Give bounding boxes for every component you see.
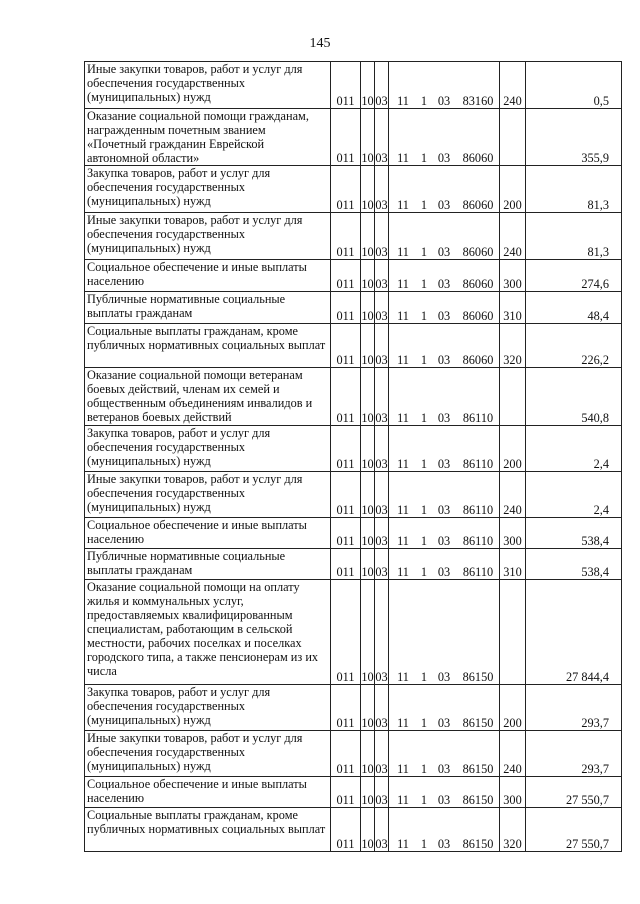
section-code: 10 — [361, 580, 375, 685]
target-code-part: 03 — [437, 353, 451, 367]
ministry-code: 011 — [331, 166, 361, 213]
target-code — [389, 426, 500, 472]
subsection-code: 03 — [375, 731, 389, 777]
expense-type-code: 310 — [500, 292, 526, 324]
target-code-part: 03 — [437, 565, 451, 579]
section-code: 10 — [361, 166, 375, 213]
expense-type-code: 200 — [500, 426, 526, 472]
subsection-code: 03 — [375, 580, 389, 685]
ministry-code: 011 — [331, 426, 361, 472]
section-code: 10 — [361, 292, 375, 324]
amount: 274,6 — [526, 260, 622, 292]
table-row — [85, 62, 622, 109]
ministry-code: 011 — [331, 368, 361, 426]
target-code-part: 03 — [437, 503, 451, 517]
subsection-code: 03 — [375, 166, 389, 213]
expense-type-code: 240 — [500, 731, 526, 777]
subsection-code: 03 — [375, 292, 389, 324]
target-code-part: 03 — [437, 716, 451, 730]
row-name: Оказание социальной помощи гражданам, награжденным почетным званием «Почетный гражданин Еврейской автономной области» — [85, 109, 331, 166]
subsection-code: 03 — [375, 685, 389, 731]
amount: 293,7 — [526, 685, 622, 731]
target-code-part: 86110 — [462, 457, 494, 471]
target-code-part: 86060 — [462, 277, 494, 291]
amount: 27 844,4 — [526, 580, 622, 685]
expense-type-code: 240 — [500, 213, 526, 260]
ministry-code: 011 — [331, 580, 361, 685]
target-code-part: 03 — [437, 245, 451, 259]
target-code-part: 11 — [397, 793, 409, 807]
section-code: 10 — [361, 324, 375, 368]
amount: 81,3 — [526, 213, 622, 260]
table-row — [85, 472, 622, 518]
page-number: 145 — [309, 36, 331, 51]
target-code-part: 11 — [397, 277, 409, 291]
table-row — [85, 292, 622, 324]
subsection-code: 03 — [375, 213, 389, 260]
target-code-part: 11 — [397, 457, 409, 471]
target-code-part: 11 — [397, 670, 409, 684]
target-code — [389, 518, 500, 549]
target-code-part: 11 — [397, 503, 409, 517]
target-code-part: 1 — [420, 94, 428, 108]
target-code-part: 1 — [420, 534, 428, 548]
amount: 538,4 — [526, 549, 622, 580]
row-name: Социальное обеспечение и иные выплаты населению — [85, 777, 331, 808]
amount: 0,5 — [526, 62, 622, 109]
target-code-part: 03 — [437, 670, 451, 684]
target-code-part: 86060 — [462, 309, 494, 323]
expense-type-code: 320 — [500, 808, 526, 852]
ministry-code: 011 — [331, 549, 361, 580]
target-code-part: 86110 — [462, 565, 494, 579]
expense-type-code: 240 — [500, 472, 526, 518]
target-code-part: 03 — [437, 411, 451, 425]
target-code-part: 86150 — [462, 762, 494, 776]
table-row — [85, 368, 622, 426]
section-code: 10 — [361, 213, 375, 260]
target-code-part: 1 — [420, 762, 428, 776]
target-code-part: 03 — [437, 457, 451, 471]
amount: 293,7 — [526, 731, 622, 777]
target-code-part: 11 — [397, 94, 409, 108]
target-code-part: 86110 — [462, 503, 494, 517]
target-code — [389, 685, 500, 731]
ministry-code: 011 — [331, 777, 361, 808]
expense-type-code — [500, 109, 526, 166]
target-code-part: 03 — [437, 762, 451, 776]
target-code-part: 86060 — [462, 353, 494, 367]
target-code-part: 86060 — [462, 245, 494, 259]
target-code-part: 03 — [437, 198, 451, 212]
section-code: 10 — [361, 368, 375, 426]
target-code-part: 1 — [420, 793, 428, 807]
section-code: 10 — [361, 472, 375, 518]
target-code-part: 11 — [397, 411, 409, 425]
section-code: 10 — [361, 260, 375, 292]
subsection-code: 03 — [375, 62, 389, 109]
target-code-part: 11 — [397, 534, 409, 548]
amount: 540,8 — [526, 368, 622, 426]
section-code: 10 — [361, 426, 375, 472]
target-code-part: 03 — [437, 277, 451, 291]
expense-type-code: 320 — [500, 324, 526, 368]
target-code — [389, 777, 500, 808]
section-code: 10 — [361, 731, 375, 777]
expense-type-code: 240 — [500, 62, 526, 109]
target-code-part: 86060 — [462, 198, 494, 212]
row-name: Социальное обеспечение и иные выплаты населению — [85, 518, 331, 549]
amount: 81,3 — [526, 166, 622, 213]
target-code-part: 11 — [397, 309, 409, 323]
target-code-part: 1 — [420, 411, 428, 425]
row-name: Социальное обеспечение и иные выплаты населению — [85, 260, 331, 292]
ministry-code: 011 — [331, 518, 361, 549]
target-code-part: 86150 — [462, 793, 494, 807]
target-code-part: 86110 — [462, 534, 494, 548]
ministry-code: 011 — [331, 808, 361, 852]
target-code — [389, 368, 500, 426]
target-code — [389, 549, 500, 580]
target-code — [389, 731, 500, 777]
table-row — [85, 324, 622, 368]
table-row — [85, 518, 622, 549]
row-name: Закупка товаров, работ и услуг для обеспечения государственных (муниципальных) нужд — [85, 166, 331, 213]
target-code-part: 03 — [437, 534, 451, 548]
ministry-code: 011 — [331, 324, 361, 368]
ministry-code: 011 — [331, 685, 361, 731]
row-name: Закупка товаров, работ и услуг для обеспечения государственных (муниципальных) нужд — [85, 685, 331, 731]
expense-type-code — [500, 580, 526, 685]
expense-type-code: 200 — [500, 166, 526, 213]
target-code-part: 11 — [397, 245, 409, 259]
target-code-part: 03 — [437, 94, 451, 108]
amount: 2,4 — [526, 426, 622, 472]
row-name: Публичные нормативные социальные выплаты гражданам — [85, 549, 331, 580]
subsection-code: 03 — [375, 472, 389, 518]
table-body — [85, 62, 622, 852]
target-code-part: 11 — [397, 198, 409, 212]
table-row — [85, 426, 622, 472]
target-code-part: 11 — [397, 151, 409, 165]
row-name: Иные закупки товаров, работ и услуг для обеспечения государственных (муниципальных) нужд — [85, 472, 331, 518]
target-code — [389, 472, 500, 518]
section-code: 10 — [361, 808, 375, 852]
table-row — [85, 580, 622, 685]
target-code-part: 11 — [397, 565, 409, 579]
amount: 2,4 — [526, 472, 622, 518]
ministry-code: 011 — [331, 260, 361, 292]
target-code — [389, 808, 500, 852]
target-code-part: 03 — [437, 309, 451, 323]
amount: 48,4 — [526, 292, 622, 324]
table-row — [85, 808, 622, 852]
target-code-part: 1 — [420, 457, 428, 471]
target-code-part: 86150 — [462, 670, 494, 684]
amount: 355,9 — [526, 109, 622, 166]
row-name: Иные закупки товаров, работ и услуг для обеспечения государственных (муниципальных) нужд — [85, 731, 331, 777]
target-code — [389, 62, 500, 109]
budget-table — [84, 61, 622, 852]
section-code: 10 — [361, 62, 375, 109]
target-code — [389, 324, 500, 368]
target-code-part: 11 — [397, 353, 409, 367]
target-code-part: 83160 — [462, 94, 494, 108]
target-code-part: 1 — [420, 565, 428, 579]
table-row — [85, 109, 622, 166]
table-row — [85, 260, 622, 292]
target-code — [389, 292, 500, 324]
row-name: Иные закупки товаров, работ и услуг для обеспечения государственных (муниципальных) нужд — [85, 213, 331, 260]
target-code — [389, 213, 500, 260]
table-row — [85, 166, 622, 213]
target-code-part: 11 — [397, 716, 409, 730]
expense-type-code — [500, 368, 526, 426]
table-row — [85, 549, 622, 580]
amount: 27 550,7 — [526, 808, 622, 852]
subsection-code: 03 — [375, 777, 389, 808]
ministry-code: 011 — [331, 213, 361, 260]
table-row — [85, 685, 622, 731]
expense-type-code: 310 — [500, 549, 526, 580]
section-code: 10 — [361, 549, 375, 580]
expense-type-code: 300 — [500, 777, 526, 808]
subsection-code: 03 — [375, 109, 389, 166]
target-code — [389, 166, 500, 213]
target-code-part: 11 — [397, 837, 409, 851]
subsection-code: 03 — [375, 368, 389, 426]
ministry-code: 011 — [331, 62, 361, 109]
target-code-part: 1 — [420, 309, 428, 323]
target-code-part: 1 — [420, 198, 428, 212]
row-name: Закупка товаров, работ и услуг для обеспечения государственных (муниципальных) нужд — [85, 426, 331, 472]
ministry-code: 011 — [331, 731, 361, 777]
subsection-code: 03 — [375, 426, 389, 472]
row-name: Иные закупки товаров, работ и услуг для обеспечения государственных (муниципальных) нужд — [85, 62, 331, 109]
row-name: Оказание социальной помощи ветеранам боевых действий, членам их семей и общественным объединениям инвалидов и ветеранов боевых действий — [85, 368, 331, 426]
target-code — [389, 580, 500, 685]
section-code: 10 — [361, 109, 375, 166]
section-code: 10 — [361, 518, 375, 549]
target-code-part: 1 — [420, 353, 428, 367]
target-code-part: 03 — [437, 837, 451, 851]
row-name: Оказание социальной помощи на оплату жилья и коммунальных услуг, предоставляемых квалифицированным специалистам, работающим в сельской местности, рабочих поселках и поселках городского типа, а также пенсионерам из их числа — [85, 580, 331, 685]
target-code-part: 1 — [420, 670, 428, 684]
ministry-code: 011 — [331, 292, 361, 324]
subsection-code: 03 — [375, 808, 389, 852]
target-code-part: 86110 — [462, 411, 494, 425]
target-code-part: 03 — [437, 793, 451, 807]
row-name: Публичные нормативные социальные выплаты гражданам — [85, 292, 331, 324]
target-code-part: 86150 — [462, 837, 494, 851]
subsection-code: 03 — [375, 518, 389, 549]
target-code-part: 1 — [420, 277, 428, 291]
target-code-part: 1 — [420, 716, 428, 730]
target-code-part: 1 — [420, 503, 428, 517]
ministry-code: 011 — [331, 109, 361, 166]
row-name: Социальные выплаты гражданам, кроме публичных нормативных социальных выплат — [85, 808, 331, 852]
target-code-part: 86150 — [462, 716, 494, 730]
expense-type-code: 300 — [500, 260, 526, 292]
table-row — [85, 777, 622, 808]
table-row — [85, 731, 622, 777]
section-code: 10 — [361, 777, 375, 808]
expense-type-code: 200 — [500, 685, 526, 731]
target-code-part: 11 — [397, 762, 409, 776]
target-code — [389, 109, 500, 166]
row-name: Социальные выплаты гражданам, кроме публичных нормативных социальных выплат — [85, 324, 331, 368]
target-code — [389, 260, 500, 292]
subsection-code: 03 — [375, 549, 389, 580]
subsection-code: 03 — [375, 324, 389, 368]
table-row — [85, 213, 622, 260]
ministry-code: 011 — [331, 472, 361, 518]
target-code-part: 03 — [437, 151, 451, 165]
section-code: 10 — [361, 685, 375, 731]
target-code-part: 1 — [420, 837, 428, 851]
subsection-code: 03 — [375, 260, 389, 292]
amount: 27 550,7 — [526, 777, 622, 808]
target-code-part: 1 — [420, 151, 428, 165]
amount: 538,4 — [526, 518, 622, 549]
amount: 226,2 — [526, 324, 622, 368]
target-code-part: 86060 — [462, 151, 494, 165]
target-code-part: 1 — [420, 245, 428, 259]
expense-type-code: 300 — [500, 518, 526, 549]
